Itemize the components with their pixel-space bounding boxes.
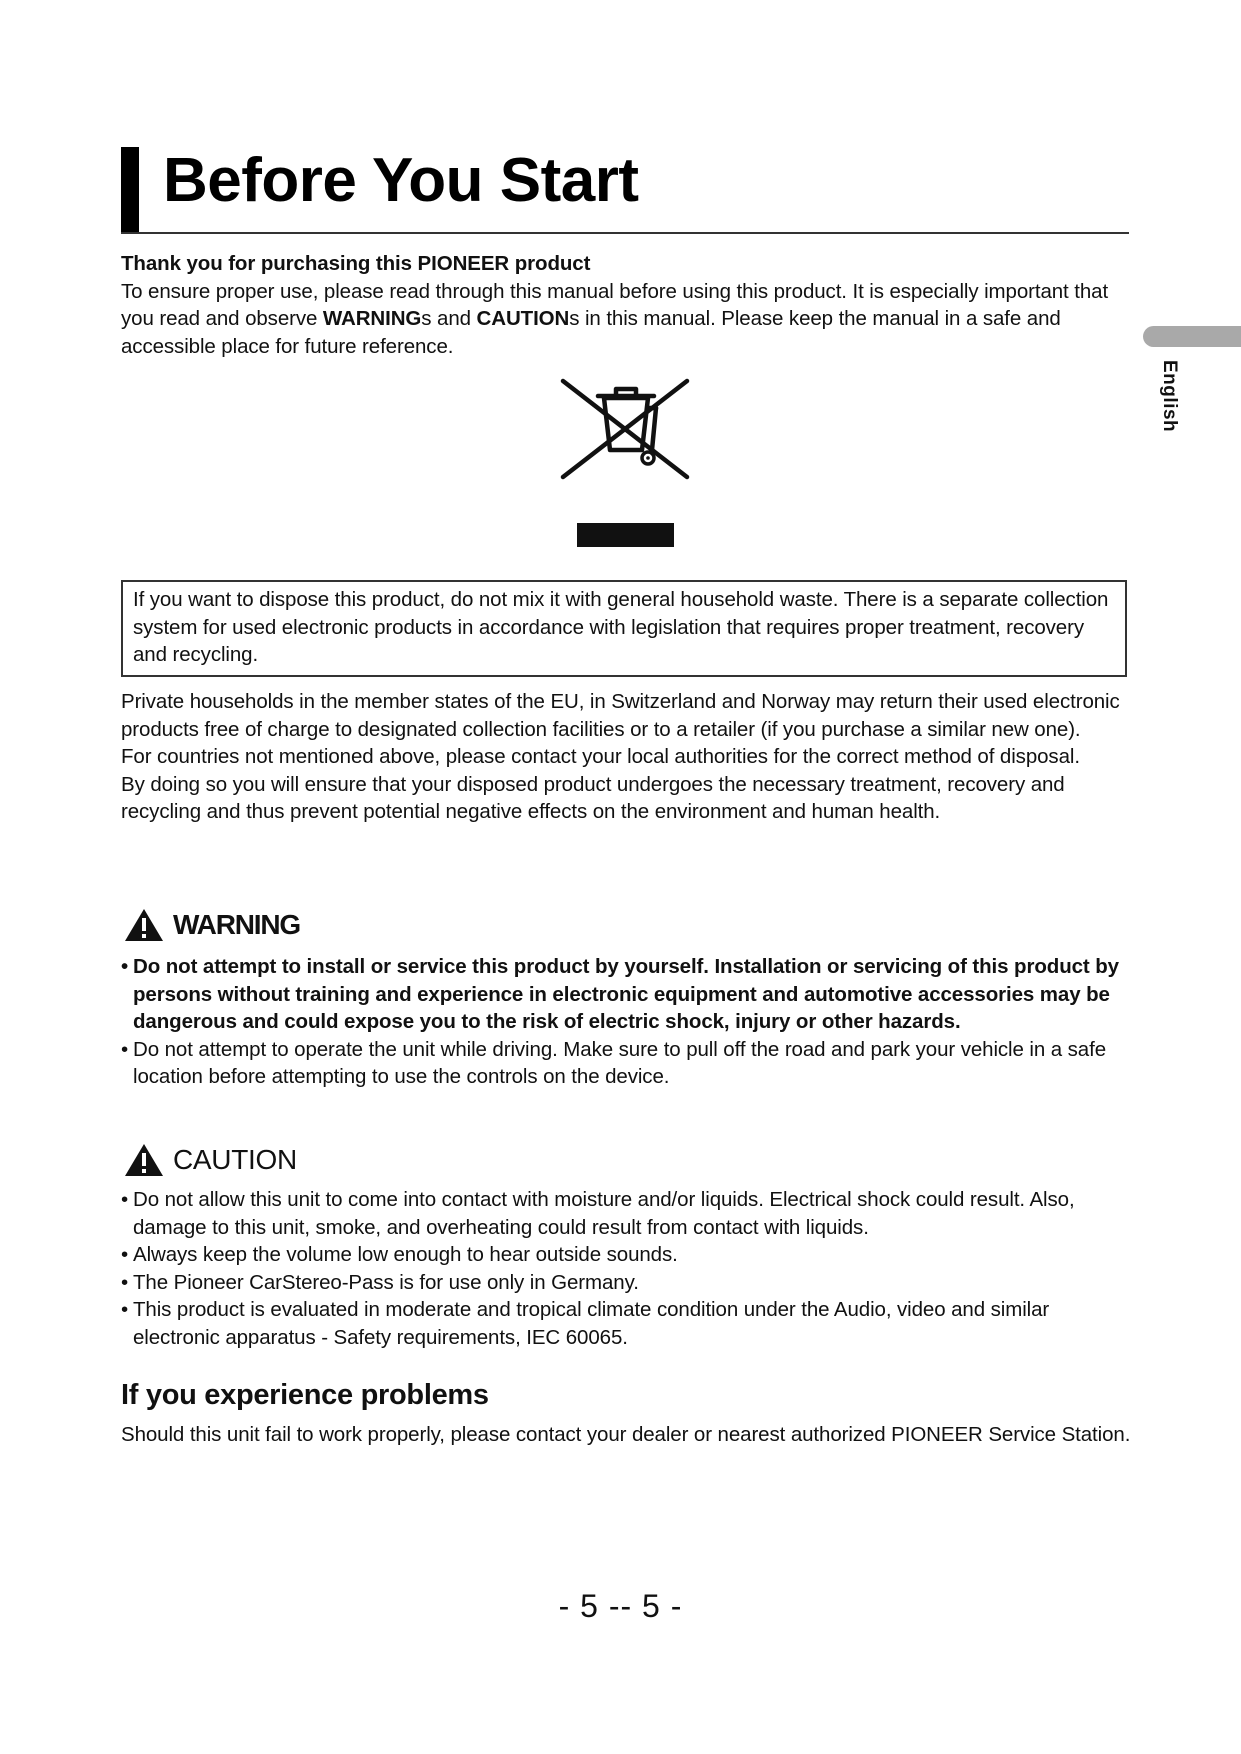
problems-paragraph: Should this unit fail to work properly, please contact your dealer or nearest authorized PIONEER Service Station. (121, 1423, 1131, 1446)
caution-item: • This product is evaluated in moderate and tropical climate condition under the Audio, video and similar electronic apparatus - Safety requirements, IEC 60065. (121, 1298, 1050, 1349)
caution-item: • Always keep the volume low enough to hear outside sounds. (121, 1241, 1131, 1269)
intro-section (121, 250, 1131, 360)
caution-heading (124, 1143, 297, 1177)
warning-item: • Do not attempt to operate the unit while driving. Make sure to pull off the road and park your vehicle in a safe location before attempting to use the controls on the device. (121, 1037, 1106, 1088)
intro-paragraph: To ensure proper use, please read through this manual before using this product. It is especially important that you read and observe WARNINGs and CAUTIONs in this manual. Please keep the manual in a safe and accessible place for future reference. (121, 279, 1109, 358)
disposal-paragraph: For countries not mentioned above, please contact your local authorities for the correct method of disposal. (121, 745, 1080, 768)
dispose-notice-box: If you want to dispose this product, do not mix it with general household waste. There is a separate collection system for used electronic products in accordance with legislation that requires proper treatment, recovery and recycling. (121, 580, 1127, 677)
warning-title: WARNING (173, 909, 300, 940)
page-number: - 5 -- 5 - (558, 1588, 683, 1624)
title-underline (121, 232, 1129, 234)
warning-term: WARNING (322, 307, 422, 330)
bullet: • (121, 955, 129, 978)
weee-black-bar (577, 523, 674, 547)
caution-term: CAUTION (476, 307, 570, 330)
caution-list (121, 1186, 1131, 1351)
language-tab-label: English (1159, 360, 1180, 433)
page-title: Before You Start (163, 146, 639, 215)
crossed-out-wheelie-bin-icon (560, 378, 690, 480)
caution-title: CAUTION (173, 1144, 297, 1175)
caution-item: • Do not allow this unit to come into contact with moisture and/or liquids. Electrical shock could result. Also, damage to this unit, smoke, and overheating could result from contact with liquids. (121, 1188, 1075, 1239)
warning-heading (124, 908, 300, 942)
warning-triangle-icon (124, 908, 164, 942)
bullet: • (121, 1037, 129, 1061)
warning-triangle-icon (124, 1143, 164, 1177)
language-tab (1143, 326, 1241, 347)
bullet: • (121, 1298, 129, 1321)
disposal-paragraphs (121, 688, 1131, 826)
disposal-paragraph: By doing so you will ensure that your disposed product undergoes the necessary treatment, recovery and recycling and thus prevent potential negative effects on the environment and human health. (121, 772, 1065, 823)
bullet: • (121, 1270, 129, 1294)
title-accent-bar (121, 147, 139, 232)
problems-heading: If you experience problems (121, 1379, 489, 1411)
caution-item: • The Pioneer CarStereo-Pass is for use only in Germany. (121, 1269, 1131, 1297)
disposal-paragraph: Private households in the member states of the EU, in Switzerland and Norway may return their used electronic products free of charge to designated collection facilities or to a retailer (if you purchase a similar new one). (121, 690, 1120, 741)
warning-item: • Do not attempt to install or service this product by yourself. Installation or servicing of this product by persons without training and experience in electronic equipment and automotive accessories may be dangerous and could expose you to the risk of electric shock, injury or other hazards. (121, 955, 1119, 1033)
intro-heading: Thank you for purchasing this PIONEER product (121, 252, 591, 275)
bullet: • (121, 1243, 129, 1266)
bullet: • (121, 1188, 129, 1211)
warning-list (121, 953, 1131, 1091)
